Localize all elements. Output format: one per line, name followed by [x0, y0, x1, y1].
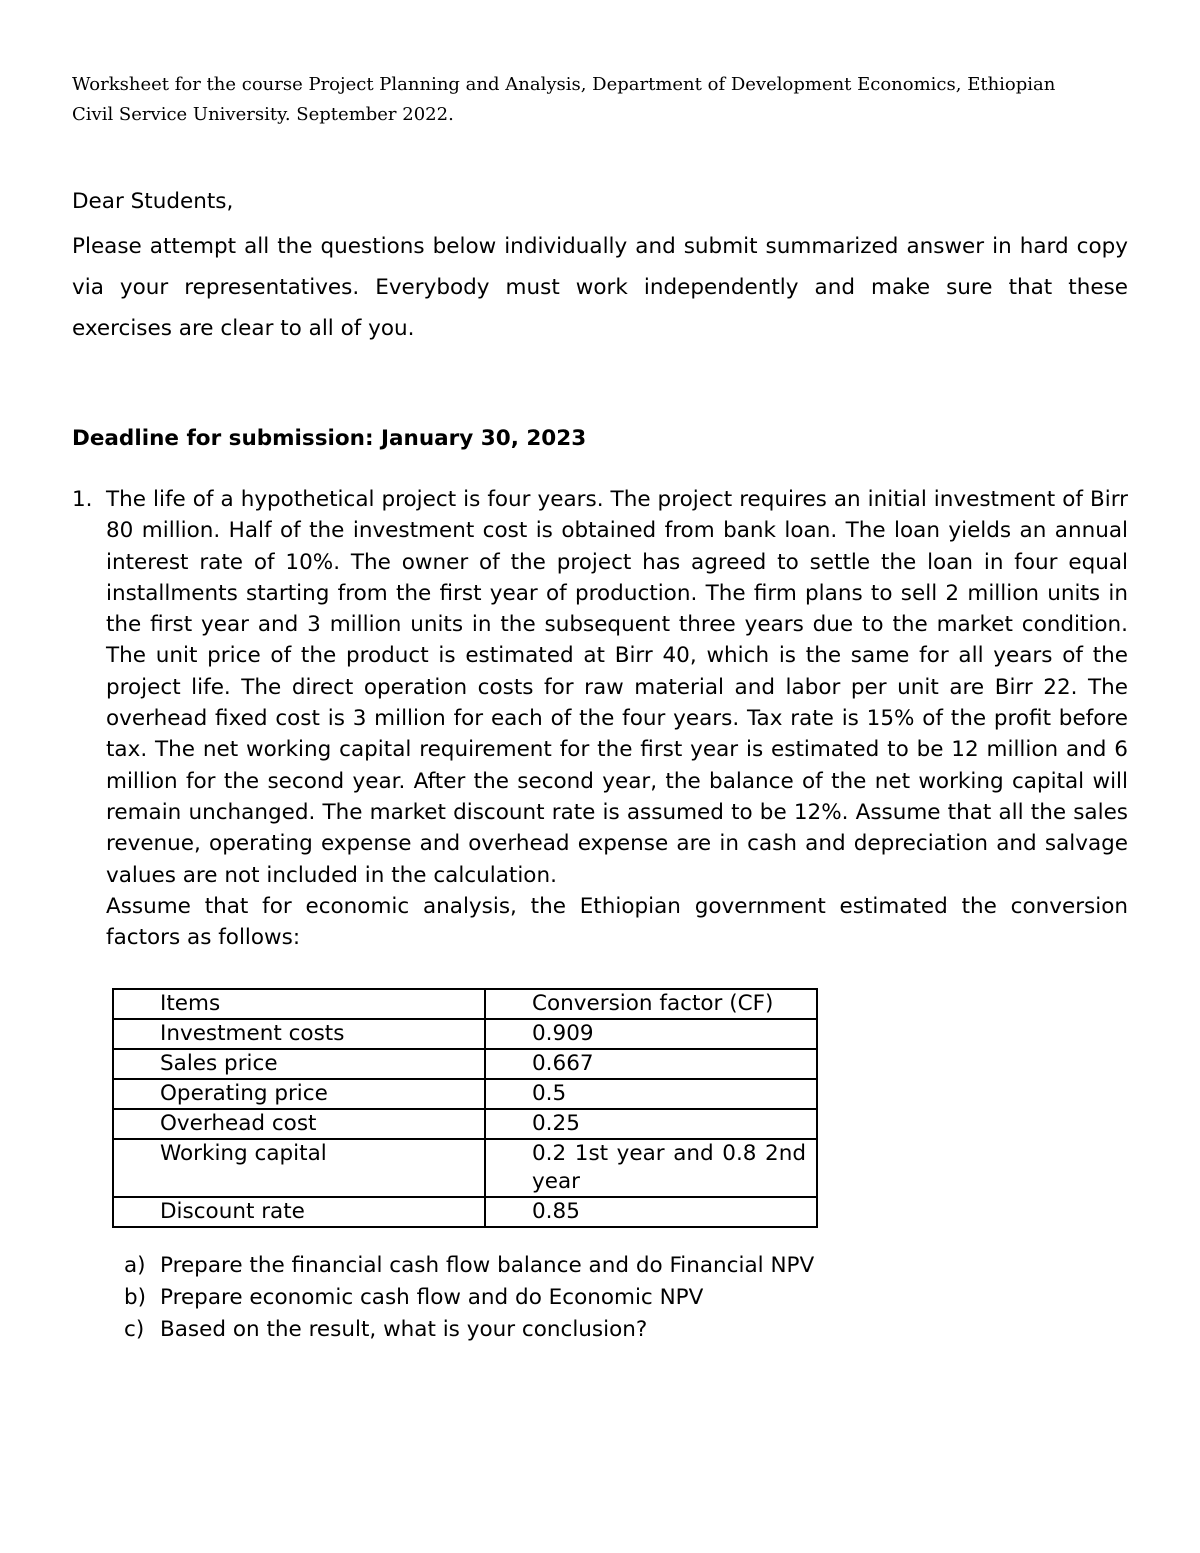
subquestion-item	[124, 1250, 814, 1282]
subquestion-label: a)	[124, 1253, 146, 1278]
question-number: 1.	[72, 487, 93, 512]
table-cell: Working capital	[113, 1139, 485, 1197]
question-assumption: Assume that for economic analysis, the Ethiopian government estimated the conversion factors as follows:	[106, 893, 1128, 951]
table-cell: 0.2 1st year and 0.8 2nd year	[485, 1139, 817, 1197]
table-cell: Discount rate	[113, 1197, 485, 1227]
table-header-row	[113, 989, 817, 1019]
table-row	[113, 1019, 817, 1049]
conversion-factor-table	[112, 988, 818, 1228]
question-text: The life of a hypothetical project is four years. The project requires an initial investment of Birr 80 million. Half of the investment cost is obtained from bank loan. The loan yields an annual interest rate of 10%. The owner of the project has agreed to settle the loan in four equal installments starting from the first year of production. The firm plans to sell 2 million units in the first year and 3 million units in the subsequent three years due to the market condition. The unit price of the product is estimated at Birr 40, which is the same for all years of the project life. The direct operation costs for raw material and labor per unit are Birr 22. The overhead fixed cost is 3 million for each of the four years. Tax rate is 15% of the profit before tax. The net working capital requirement for the first year is estimated to be 12 million and 6 million for the second year. After the second year, the balance of the net working capital will remain unchanged. The market discount rate is assumed to be 12%. Assume that all the sales revenue, operating expense and overhead expense are in cash and depreciation and salvage values are not included in the calculation.	[106, 487, 1128, 888]
subquestion-text: Prepare the financial cash flow balance and do Financial NPV	[160, 1253, 815, 1278]
subquestion-item	[124, 1314, 814, 1346]
subquestion-label: b)	[124, 1285, 147, 1310]
deadline: Deadline for submission: January 30, 2023	[72, 426, 587, 451]
table-cell: Overhead cost	[113, 1109, 485, 1139]
table-cell: 0.5	[485, 1079, 817, 1109]
table-row	[113, 1109, 817, 1139]
subquestion-list	[124, 1250, 814, 1346]
table-row	[113, 1197, 817, 1227]
salutation: Dear Students,	[72, 189, 234, 214]
table-cell: 0.85	[485, 1197, 817, 1227]
question-body	[106, 484, 1128, 953]
subquestion-text: Prepare economic cash flow and do Economic NPV	[160, 1285, 704, 1310]
table-row	[113, 1079, 817, 1109]
table-cell: Sales price	[113, 1049, 485, 1079]
subquestion-text: Based on the result, what is your conclusion?	[160, 1317, 648, 1342]
table-cell: Operating price	[113, 1079, 485, 1109]
table-cell: 0.909	[485, 1019, 817, 1049]
table-header-cell: Conversion factor (CF)	[485, 989, 817, 1019]
intro-paragraph: Please attempt all the questions below individually and submit summarized answer in hard copy via your representatives. Everybody must work independently and make sure that these exercises are clear to all of you.	[72, 234, 1128, 341]
table-row	[113, 1049, 817, 1079]
table-cell: Investment costs	[113, 1019, 485, 1049]
subquestion-label: c)	[124, 1317, 145, 1342]
table-row	[113, 1139, 817, 1197]
table-header-cell: Items	[113, 989, 485, 1019]
header-line-2: Civil Service University. September 2022.	[72, 104, 454, 125]
table-cell: 0.667	[485, 1049, 817, 1079]
subquestion-item	[124, 1282, 814, 1314]
header-line-1: Worksheet for the course Project Planning and Analysis, Department of Development Economics, Ethiopian	[72, 74, 1056, 95]
table-cell: 0.25	[485, 1109, 817, 1139]
